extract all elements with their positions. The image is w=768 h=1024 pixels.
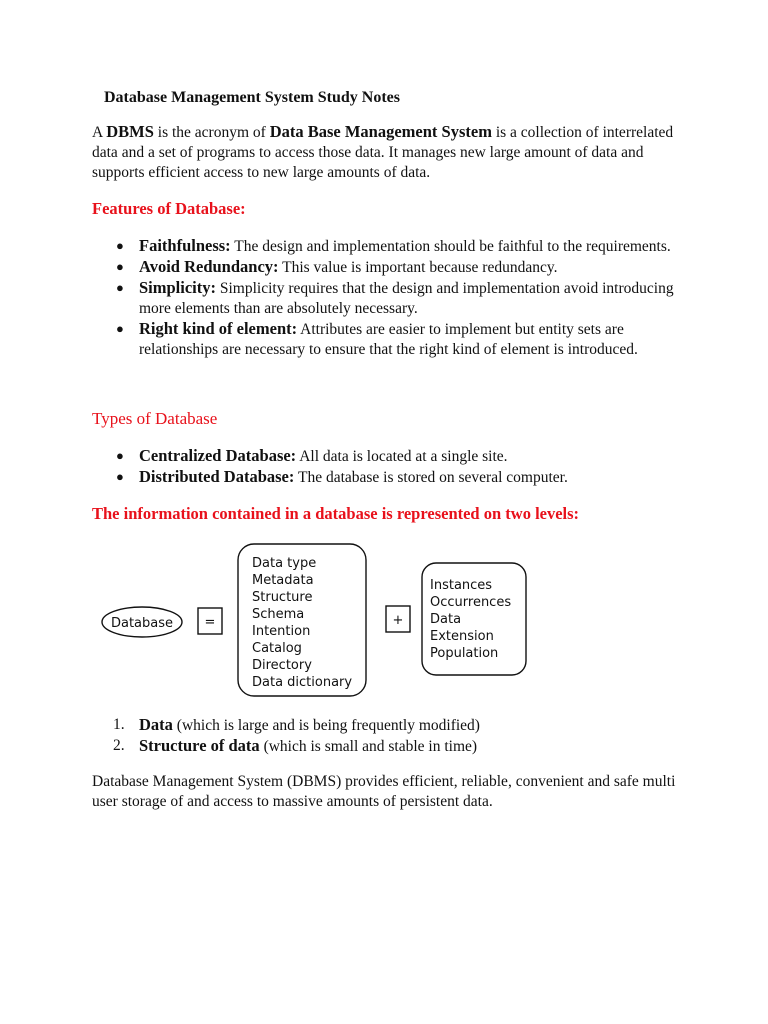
bullet-icon: ● <box>116 469 124 484</box>
intro-full-name: Data Base Management System <box>269 122 492 141</box>
data-term: Occurrences <box>430 595 512 610</box>
type-term: Centralized Database: <box>139 446 297 465</box>
feature-text: Attributes are easier to implement but entity sets are relationships are necessary to ensure that the right kind of element is introduced. <box>139 321 638 358</box>
structure-term: Metadata <box>252 573 314 588</box>
list-item <box>92 467 682 488</box>
bullet-icon: ● <box>116 259 124 274</box>
feature-text: Simplicity requires that the design and implementation avoid introducing more elements than are absolutely necessary. <box>139 280 674 317</box>
database-label: Database <box>110 616 174 631</box>
data-term: Data <box>430 612 462 627</box>
type-text: All data is located at a single site. <box>296 448 508 465</box>
intro-paragraph <box>92 122 682 183</box>
type-text: The database is stored on several computer. <box>294 469 568 486</box>
structure-term: Data type <box>252 556 317 571</box>
levels-list <box>92 715 682 757</box>
data-term: Population <box>430 646 499 661</box>
data-term: Extension <box>430 629 494 644</box>
list-item <box>92 257 682 278</box>
levels-heading: The information contained in a database is represented on two levels: <box>92 504 580 523</box>
bullet-icon: ● <box>116 280 124 295</box>
structure-term: Data dictionary <box>252 675 353 690</box>
list-item <box>92 319 682 360</box>
intro-rest: is a collection of interrelated data and a set of programs to access those data. It manages new large amount of data and supports efficient access to new large amounts of data. <box>92 124 674 181</box>
structure-term: Catalog <box>252 641 302 656</box>
list-item <box>92 236 682 257</box>
types-heading: Types of Database <box>92 409 218 428</box>
level-term: Structure of data <box>139 736 260 755</box>
structure-term: Intention <box>252 624 311 639</box>
page-title: Database Management System Study Notes <box>104 89 400 106</box>
list-number: 2. <box>113 737 125 754</box>
feature-term: Avoid Redundancy: <box>139 257 279 276</box>
list-item <box>92 446 682 467</box>
type-term: Distributed Database: <box>139 467 295 486</box>
feature-text: This value is important because redundancy. <box>278 259 558 276</box>
features-heading: Features of Database: <box>92 199 246 218</box>
bullet-icon: ● <box>116 448 124 463</box>
feature-term: Simplicity: <box>139 278 216 297</box>
structure-term: Directory <box>252 658 312 673</box>
feature-term: Right kind of element: <box>139 319 298 338</box>
structure-term: Schema <box>252 607 305 622</box>
list-item <box>92 736 682 757</box>
bullet-icon: ● <box>116 321 124 336</box>
level-text: (which is small and stable in time) <box>259 738 478 755</box>
intro-a: A <box>92 124 107 141</box>
level-text: (which is large and is being frequently modified) <box>172 717 480 734</box>
features-list <box>92 236 682 360</box>
intro-mid: is the acronym of <box>153 124 270 141</box>
equals-sign: = <box>204 615 216 630</box>
plus-sign: + <box>392 613 404 628</box>
data-term: Instances <box>430 578 493 593</box>
structure-term: Structure <box>252 590 313 605</box>
closing-paragraph: Database Management System (DBMS) provides efficient, reliable, convenient and safe multi user storage of and access to massive amounts of persistent data. <box>92 773 676 810</box>
level-term: Data <box>139 715 173 734</box>
intro-dbms: DBMS <box>106 122 154 141</box>
feature-text: The design and implementation should be faithful to the requirements. <box>230 238 671 255</box>
feature-term: Faithfulness: <box>139 236 231 255</box>
list-item <box>92 715 682 736</box>
bullet-icon: ● <box>116 238 124 253</box>
list-number: 1. <box>113 716 125 733</box>
types-list <box>92 446 682 488</box>
list-item <box>92 278 682 319</box>
